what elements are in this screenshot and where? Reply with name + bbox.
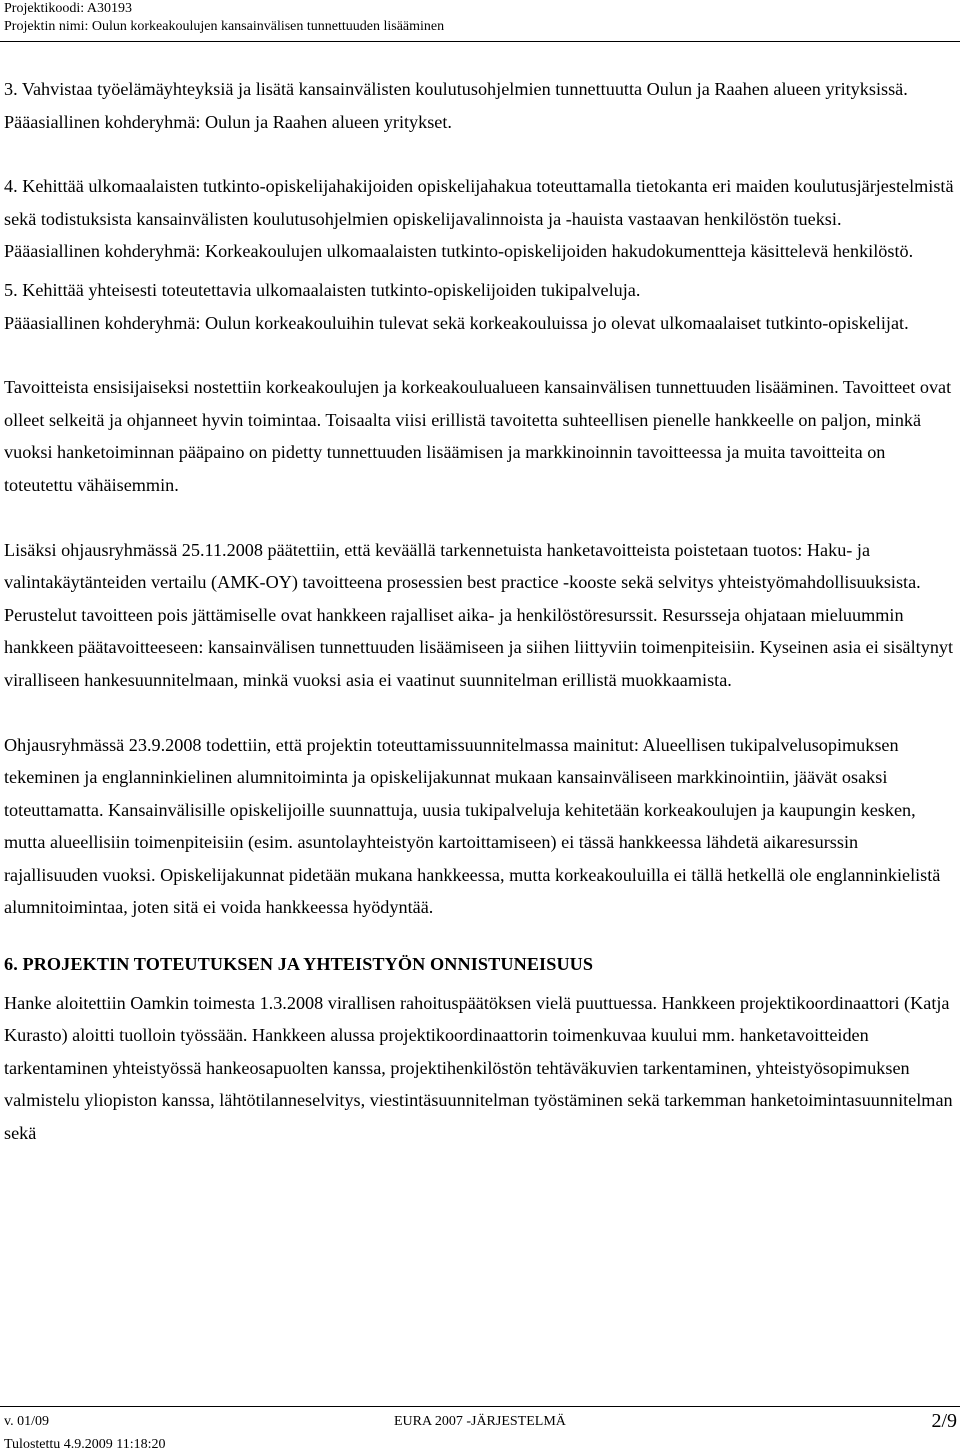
spacer: [4, 138, 956, 170]
section-6-heading: 6. PROJEKTIN TOTEUTUKSEN JA YHTEISTYÖN ONNISTUNEISUUS: [4, 954, 594, 975]
footer-system-name: EURA 2007 -JÄRJESTELMÄ: [394, 1414, 566, 1429]
page-header: [4, 0, 444, 36]
goal-4-text: 4. Kehittää ulkomaalaisten tutkinto-opiskelijahakijoiden opiskelijahakua toteuttamalla tietokanta eri maiden koulutusjärjestelmistä sekä todistuksista kansainvälisten koulutusohjelmien opiskelijavalinnoista ja -hauista vastaavan henkilöstön tueksi.: [4, 176, 954, 229]
page-footer: [0, 1410, 960, 1454]
footer-version: v. 01/09: [4, 1414, 49, 1429]
priorities-paragraph: Tavoitteista ensisijaiseksi nostettiin korkeakoulujen ja korkeakoulualueen kansainvälisen tunnettuuden lisääminen. Tavoitteet ovat olleet selkeitä ja ohjanneet hyvin toimintaa. Toisaalta viisi erillistä tavoitetta suhteellisen pienelle hankkeelle on paljon, minkä vuoksi hanketoiminnan pääpaino on pidetty tunnettuuden lisäämisen ja markkinoinnin tavoitteessa ja muita tavoitteita on toteutettu vähäisemmin.: [4, 377, 952, 495]
goal-3-target-group: Pääasiallinen kohderyhmä: Oulun ja Raahen alueen yritykset.: [4, 111, 452, 132]
print-timestamp: Tulostettu 4.9.2009 11:18:20: [4, 1437, 166, 1452]
goal-5-target-group: Pääasiallinen kohderyhmä: Oulun korkeakouluihin tulevat sekä korkeakouluissa jo olevat ulkomaalaiset tutkinto-opiskelijat.: [4, 312, 909, 333]
document-body: [4, 73, 956, 1150]
spacer: [4, 924, 956, 948]
page-number: 2/9: [931, 1410, 957, 1432]
section-6-paragraph: Hanke aloitettiin Oamkin toimesta 1.3.2008 virallisen rahoituspäätöksen vielä puuttuessa. Hankkeen projektikoordinaattori (Katja Kurasto) aloitti tuolloin työssään. Hankkeen alussa projektikoordinaattorin toimenkuvaa kuului mm. hanketavoitteiden tarkentaminen yhteistyössä hankeosapuolten kanssa, projektihenkilöstön tehtäväkuvien tarkentaminen, yhteistyösopimuksen valmistelu yliopiston kanssa, lähtötilanneselvitys, viestintäsuunnitelman työstäminen sekä tarkemman hanketoimintasuunnitelman sekä: [4, 992, 953, 1144]
project-name: Projektin nimi: Oulun korkeakoulujen kansainvälisen tunnettuuden lisääminen: [4, 19, 445, 34]
header-divider: [0, 41, 960, 42]
steering-group-2309-paragraph: Ohjausryhmässä 23.9.2008 todettiin, että projektin toteuttamissuunnitelmassa mainitut: Alueellisen tukipalvelusopimuksen tekeminen ja englanninkielinen alumnitoiminta ja opiskelijakunnat mukaan kansainväliseen markkinointiin, jäävät osaksi toteuttamatta. Kansainvälisille opiskelijoille suunnattuja, uusia tukipalveluja kehitetään korkeakoulujen ja kaupungin kesken, mutta alueellisiin toimenpiteisiin (esim. asuntolayhteistyön kartoittamiseen) ei tässä hankkeessa lähdetä aikaresurssin rajallisuuden vuoksi. Opiskelijakunnat pidetään mukana hankkeessa, mutta korkeakouluilla ei tällä hetkellä ole englanninkielistä alumnitoimintaa, joten sitä ei voida hankkeessa hyödyntää.: [4, 734, 941, 918]
spacer: [4, 339, 956, 371]
goal-5-text: 5. Kehittää yhteisesti toteutettavia ulkomaalaisten tutkinto-opiskelijoiden tukipalveluja.: [4, 279, 641, 300]
project-code: Projektikoodi: A30193: [4, 1, 132, 16]
spacer: [4, 697, 956, 729]
footer-divider: [0, 1406, 960, 1407]
steering-group-2511-paragraph: Lisäksi ohjausryhmässä 25.11.2008 päätettiin, että keväällä tarkennetuista hanketavoitteista poistetaan tuotos: Haku- ja valintakäytänteiden vertailu (AMK-OY) tavoitteena prosessien best practice -kooste sekä selvitys yhteistyömahdollisuuksista. Perustelut tavoitteen pois jättämiselle ovat hankkeen rajalliset aika- ja henkilöstöresurssit. Resursseja ohjataan mieluummin hankkeen päätavoitteeseen: kansainvälisen tunnettuuden lisäämiseen ja siihen liittyviin toimenpiteisiin. Kyseinen asia ei sisältynyt viralliseen hankesuunnitelmaan, minkä vuoksi asia ei vaatinut suunnitelman erillistä muokkaamista.: [4, 539, 954, 690]
spacer: [4, 502, 956, 534]
goal-4-target-group: Pääasiallinen kohderyhmä: Korkeakoulujen ulkomaalaisten tutkinto-opiskelijoiden hakudokumentteja käsittelevä henkilöstö.: [4, 241, 914, 262]
goal-3-text: 3. Vahvistaa työelämäyhteyksiä ja lisätä kansainvälisten koulutusohjelmien tunnettuutta Oulun ja Raahen alueen yrityksissä.: [4, 79, 908, 99]
